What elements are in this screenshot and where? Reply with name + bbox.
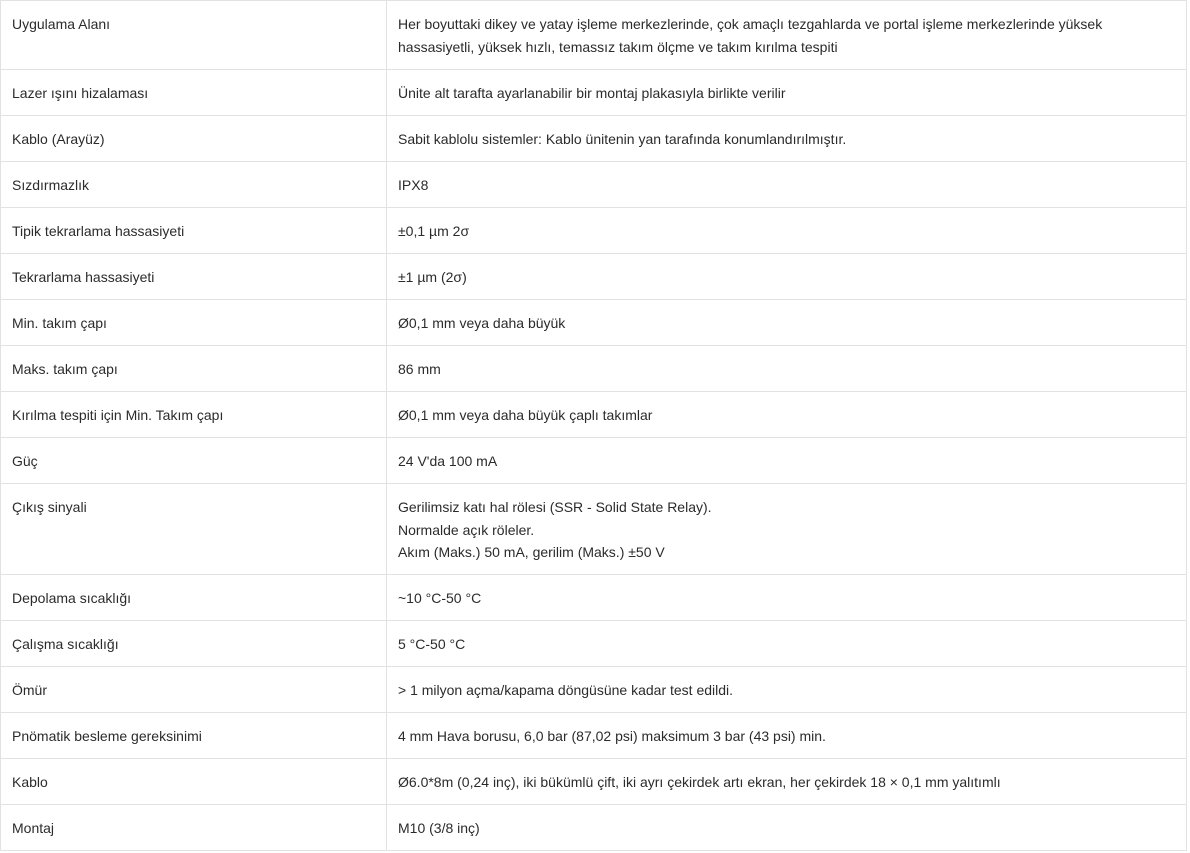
spec-label: Tipik tekrarlama hassasiyeti xyxy=(1,208,387,254)
spec-label: Uygulama Alanı xyxy=(1,1,387,70)
spec-label: Kablo xyxy=(1,759,387,805)
spec-label: Sızdırmazlık xyxy=(1,162,387,208)
table-row xyxy=(1,346,1187,392)
table-row xyxy=(1,254,1187,300)
spec-value: Gerilimsiz katı hal rölesi (SSR - Solid State Relay). Normalde açık röleler. Akım (Maks.) 50 mA, gerilim (Maks.) ±50 V xyxy=(387,484,1187,575)
spec-value: Ünite alt tarafta ayarlanabilir bir montaj plakasıyla birlikte verilir xyxy=(387,70,1187,116)
table-row xyxy=(1,300,1187,346)
spec-label: Kırılma tespiti için Min. Takım çapı xyxy=(1,392,387,438)
spec-value: Her boyuttaki dikey ve yatay işleme merkezlerinde, çok amaçlı tezgahlarda ve portal işleme merkezlerinde yüksek hassasiyetli, yüksek hızlı, temassız takım ölçme ve takım kırılma tespiti xyxy=(387,1,1187,70)
table-row xyxy=(1,621,1187,667)
spec-value: 24 V'da 100 mA xyxy=(387,438,1187,484)
spec-label: Güç xyxy=(1,438,387,484)
table-row xyxy=(1,759,1187,805)
table-row xyxy=(1,438,1187,484)
table-row xyxy=(1,116,1187,162)
spec-value: ±0,1 µm 2σ xyxy=(387,208,1187,254)
table-row xyxy=(1,667,1187,713)
table-row xyxy=(1,70,1187,116)
table-row xyxy=(1,162,1187,208)
table-row xyxy=(1,392,1187,438)
spec-label: Maks. takım çapı xyxy=(1,346,387,392)
table-row xyxy=(1,484,1187,575)
spec-value: Ø0,1 mm veya daha büyük xyxy=(387,300,1187,346)
spec-value: 4 mm Hava borusu, 6,0 bar (87,02 psi) maksimum 3 bar (43 psi) min. xyxy=(387,713,1187,759)
spec-value: ±1 µm (2σ) xyxy=(387,254,1187,300)
table-row xyxy=(1,805,1187,851)
spec-label: Çıkış sinyali xyxy=(1,484,387,575)
spec-label: Pnömatik besleme gereksinimi xyxy=(1,713,387,759)
spec-value: 86 mm xyxy=(387,346,1187,392)
spec-value: ~10 °C-50 °C xyxy=(387,575,1187,621)
spec-label: Kablo (Arayüz) xyxy=(1,116,387,162)
spec-value: M10 (3/8 inç) xyxy=(387,805,1187,851)
table-row xyxy=(1,1,1187,70)
spec-value: 5 °C-50 °C xyxy=(387,621,1187,667)
spec-label: Min. takım çapı xyxy=(1,300,387,346)
table-row xyxy=(1,208,1187,254)
spec-label: Çalışma sıcaklığı xyxy=(1,621,387,667)
table-row xyxy=(1,713,1187,759)
spec-label: Tekrarlama hassasiyeti xyxy=(1,254,387,300)
spec-label: Lazer ışını hizalaması xyxy=(1,70,387,116)
spec-label: Ömür xyxy=(1,667,387,713)
spec-value: > 1 milyon açma/kapama döngüsüne kadar test edildi. xyxy=(387,667,1187,713)
spec-value: IPX8 xyxy=(387,162,1187,208)
spec-label: Depolama sıcaklığı xyxy=(1,575,387,621)
table-row xyxy=(1,575,1187,621)
spec-value: Ø6.0*8m (0,24 inç), iki bükümlü çift, iki ayrı çekirdek artı ekran, her çekirdek 18 × 0,1 mm yalıtımlı xyxy=(387,759,1187,805)
spec-value: Sabit kablolu sistemler: Kablo ünitenin yan tarafında konumlandırılmıştır. xyxy=(387,116,1187,162)
spec-label: Montaj xyxy=(1,805,387,851)
spec-value: Ø0,1 mm veya daha büyük çaplı takımlar xyxy=(387,392,1187,438)
